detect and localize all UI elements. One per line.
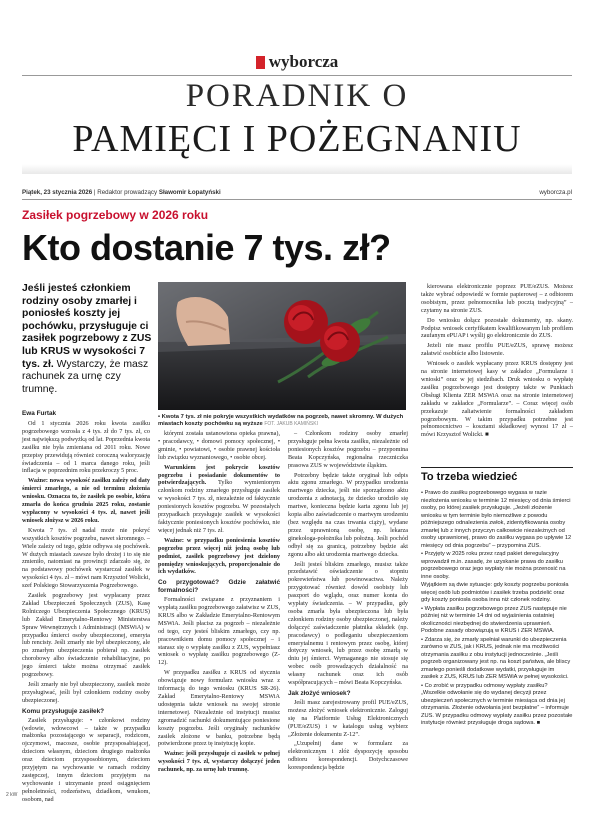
paragraph: Jeśli masz zarejestrowany profil PUE/eZUS, możesz złożyć wniosek elektronicznie. Zaloguj się na Platformie Usług Elektronicznych (PUE/eZUS) i w katalogu usług wybierz „Złożenie dokumentu Z-12”. xyxy=(288,698,408,738)
paragraph: Zasiłek przysługuje: • członkowi rodziny (wdowie, wdowcowi – także w przypadku małżonka pozostającego w separacji, rodzicom, ojczymowi, macosze, osobie przysposabiającej, dzieciom własnym, dzieciom drugiego małżonka oraz dzieciom przysposobionym, dzieciom przyjętym na wychowanie w ramach rodziny zastępczej, innym dzieciom przyjętym na wychowanie i utrzymanie przed osiągnięciem pełnoletności, rodzeństwu, dziadkom, wnukom, osobom, nad xyxy=(22,716,150,803)
paragraph: Potrzebny będzie także oryginał lub odpis aktu zgonu zmarłego. W przypadku urodzenia martwego dziecka, jeśli nie sporządzono aktu urodzenia z adnotacją, że dziecko urodziło się martwe, konieczna będzie karta zgonu lub jej kopia albo zaświadczenie o martwym urodzeniu (bez względu na czas trwania ciąży), wydane przez uprawnioną osobę, np. lekarza ginekologa-położnika lub położną. Jeśli pochód odbył się za granicą, potrzebny będzie akt zgonu albo akt urodzenia martwego dziecka. xyxy=(288,471,408,558)
paragraph: Kwota 7 tys. zł nadal może nie pokryć wszystkich kosztów pogrzebu, nawet skromnego. – Wiele zależy od tego, gdzie odbywa się pochówek. W dużych miastach zawsze było drożej i to się nie zmieniło, natomiast na prowincji zdarzało się, że na podstawowy pochówek wystarczał zasiłek w wysokości 4 tys. zł – mówi nam Krzysztof Wolicki, szef Polskiego Stowarzyszenia Pogrzebowego. xyxy=(22,526,150,590)
paragraph: – Członkom rodziny osoby zmarłej przysługuje pełna kwota zasiłku, niezależnie od poniesionych kosztów pogrzebu – przypomina Beata Kopczyńska, regionalna rzeczniczka prasowa ZUS w województwie śląskim. xyxy=(288,430,408,469)
subheading: Jak złożyć wniosek? xyxy=(288,690,351,697)
top-divider xyxy=(22,75,572,76)
paragraph-bold: Warunkiem jest pokrycie kosztów pogrzebu i posiadanie dokumentów to potwierdzających. xyxy=(158,463,280,487)
sidebar-divider xyxy=(421,467,573,468)
paragraph: Jeżeli nie masz profilu PUE/eZUS, sprawę możesz załatwić osobiście albo listownie. xyxy=(421,342,573,358)
paragraph: W przypadku zasiłku z KRUS od stycznia obowiązuje nowy formularz wniosku wraz z informacją do tego wniosku (KRUS SR-26). Zakład Emerytalno-Rentowy MSWiA udostępnia także wniosek na swojej stronie internetowej. Niezależnie od instytucji musisz zgromadzić rachunki dokumentujące poniesione koszty pogrzebu. Jeśli oryginały rachunków zasiłek złożone w banku, potrzebne będą potwierdzone przez tę instytucję kopie. xyxy=(158,669,280,748)
paragraph-bold: Ważne: w przypadku poniesienia kosztów pogrzebu przez więcej niż jedną osobę lub podmiot, zasiłek pogrzebowy jest dzielony pomiędzy wnioskujących, proporcjonalnie do ich wydatków. xyxy=(158,536,280,576)
section-title-line2: PAMIĘCI I POŻEGNANIU xyxy=(72,118,522,160)
page-number: 2 kW xyxy=(6,792,18,798)
paragraph: Zasiłek pogrzebowy jest wypłacany przez Zakład Ubezpieczeń Społecznych (ZUS), Kasę Rolniczego Ubezpieczenia Społecznego (KRUS) lub Zakład Emerytalno-Rentowy Ministerstwa Spraw Wewnętrznych i Administracji (MSWiA) w przypadku śmierci osoby ubezpieczonej, emeryta lub rencisty. Jeśli zmarły nie był ubezpieczony, ale po zmarłym ubezpieczenia pobierał np. zasiłek chorobowy albo świadczenie rehabilitacyjne, po jego śmierci także można otrzymać zasiłek pogrzebowy. xyxy=(22,592,150,679)
lead-bold: Jeśli jesteś członkiem rodziny osoby zmarłej i poniosłeś koszty jej pochówku, przysługuje ci zasiłek pogrzebowy z ZUS lub KRUS w wysokości 7 tys. zł. xyxy=(22,283,152,370)
article-lead xyxy=(22,283,152,396)
paragraph-rest: Tylko wymienionym członkom rodziny zmarłego przysługuje zasiłek w wysokości 7 tys. zł, niezależnie od faktycznie poniesionych kosztów pogrzebu. W pozostałych przypadkach przysługuje zasiłek w wysokości faktycznie poniesionych kosztów pochówku, nie więcej jednak niż 7 tys. zł. xyxy=(158,479,280,534)
author-byline: Ewa Furtak xyxy=(22,410,57,417)
paragraph xyxy=(158,464,280,535)
sidebar-item: • Wypłata zasiłku pogrzebowego przez ZUS następuje nie później niż w terminie 14 dni od wyjaśnienia ostatniej okoliczności niezbędnej do stwierdzenia uprawnień. Podobne zasady obowiązują w KRUS i ZER MSWiA. xyxy=(421,605,567,634)
subheading: Komu przysługuje zasiłek? xyxy=(22,707,105,715)
article-kicker: Zasiłek pogrzebowy w 2026 roku xyxy=(22,208,209,222)
brand-name: wyborcza xyxy=(268,52,339,71)
paragraph: Formalności związane z przyznaniem i wypłatą zasiłku pogrzebowego załatwisz w ZUS, KRUS albo w Zakładzie Emerytalno-Rentowym MSWiA. Jeśli płacisz za pogrzeb – niezależnie od tego, czy jesteś bliskim zmarłego, czy np. pracownikiem domu pomocy społecznej – i starasz się o wypłatę zasiłku z ZUS, wypełniasz wniosek o wypłatę zasiłku pogrzebowego (Z-12). xyxy=(158,596,280,667)
meta-separator: | xyxy=(93,189,96,196)
section-title-line1: PORADNIK O xyxy=(185,78,409,114)
paragraph: Od 1 stycznia 2026 roku kwota zasiłku pogrzebowego wzrosła z 4 tys. zł do 7 tys. zł, co jest największą podwyżką od lat. Poprzednia kwota zasiłku nie była zmieniana od 2011 roku. Nowe przepisy przewidują również coroczną waloryzację świadczenia – od 1 marca danego roku, jeśli inflacja w poprzednim roku przekroczy 5 proc. xyxy=(22,420,150,475)
paragraph: „Uzupełnij dane w formularz za elektronicznym i złóż dyspozycję sposobu odbioru korespondencji. Dotychczasowe korespondencja będzie xyxy=(288,740,408,772)
paragraph-bold: Ważne: jeśli przysługuje ci zasiłek w pełnej wysokości 7 tys. zł, wystarczy dołączyć jeden rachunek, np. za urnę lub trumnę. xyxy=(158,750,280,774)
lead-tail: Wystarczy, że masz rachunek za urnę czy trumnę. xyxy=(22,358,149,395)
paragraph: kierowana elektronicznie poprzez PUE/eZUS. Możesz także wybrać odpowiedź w formie papierowej – z odbiorem osobistym, przez pełnomocnika lub pocztą tradycyjną” – czytamy na stronie ZUS. xyxy=(421,283,573,314)
sidebar-item: • Przyjęty w 2025 roku przez rząd pakiet deregulacyjny wprowadził m.in. zasadę, że uzyskanie prawa do zasiłku pogrzebowego oraz jego wypłaty nie można przenosić na inne osoby. xyxy=(421,551,566,580)
paragraph: Jeśli jesteś bliskim zmarłego, musisz także przedstawić oświadczenie o stopniu pokrewieństwa lub powinowactwa. Należy przygotować również dowód osobisty lub paszport do wglądu, oraz numer konta do wypłaty świadczenia. – W przypadku, gdy osoba zmarła była ubezpieczona lub była członkiem rodziny osoby ubezpieczonej, należy dołączyć zaświadczenie płatnika składek (np. pracodawcy) o podleganiu ubezpieczeniom emerytalnemu i rentowym przez osobę, której dotyczy wniosek, lub przez osobę zmarłą w dniu jej śmierci. Wymaganego nie stosuje się wobec osób prowadzących działalność na własny rachunek oraz ich osób współpracujących – mówi Beata Kopczyńska. xyxy=(288,560,408,687)
roses-on-coffin-image xyxy=(158,282,406,410)
sidebar-item: • Prawo do zasiłku pogrzebowego wygasa w razie niezłożenia wniosku w terminie 12 miesięcy od dnia śmierci osoby, po której zasiłek przysługuje. „Jeżeli złożenie wniosku w tym terminie było niemożliwe z powodu późniejszego odnalezienia zwłok, zidentyfikowania osoby zmarłej lub z innych przyczyn całkowicie niezależnych od osoby uprawnionej, prawo do zasiłku wygasa po upływie 12 miesięcy od dnia pogrzebu” – przypomina ZUS. xyxy=(421,490,572,549)
brand-logo[interactable] xyxy=(256,52,339,72)
sidebar-item: • Co zrobić w przypadku odmowy wypłaty zasiłku? „Wszelkie odwołanie się do wydanej decyzji przez ubezpieczeń społecznych w terminie miesiąca od dnia jej otrzymania. Złożenie odwołania jest bezpłatne” – informuje ZUS. W przypadku odmowy wypłaty zasiłku przez pozostałe instytucje również przysługuje droga sądowa. ■ xyxy=(421,682,573,726)
sidebar-item: • Zdarza się, że zmarły spełniał warunki do ubezpieczenia zarówno w ZUS, jak i KRUS, jednak nie ma możliwości otrzymania zasiłku z obu instytucji jednocześnie. „Jeśli pogrzeb organizowany jest np. na koszt państwa, ale bliscy zmarłego ponieśli dodatkowe wydatki, przysługuje im zasiłek z ZUS, KRUS lub ZER MSWiA w pełnej wysokości. xyxy=(421,636,571,680)
article-photo xyxy=(158,282,406,410)
sidebar-body xyxy=(421,490,573,802)
issue-date: Piątek, 23 stycznia 2026 xyxy=(22,189,93,196)
article-column-3 xyxy=(288,430,408,792)
subheading: Co przygotować? Gdzie załatwić formalności? xyxy=(158,579,280,595)
site-link[interactable]: wyborcza.pl xyxy=(539,189,572,196)
sidebar-heading: To trzeba wiedzieć xyxy=(421,471,518,483)
paragraph xyxy=(158,537,280,577)
article-column-4 xyxy=(421,283,573,463)
masthead xyxy=(0,52,594,74)
paragraph: Wniosek o zasiłek wypłacany przez KRUS dostępny jest na stronie internetowej kasy w zakładce „Formularze i wnioski” oraz w jej siedzibach. Druk wniosku o wypłatę zasiłku pogrzebowego jest dostępny także w Punktach Obsługi Klienta ZER MSWiA oraz na stronie internetowej zakładu w zakładce „Formularze”. – Coraz więcej osób przekazuje zaliatwienie formalności zakładom pogrzebowym. W takim przypadku potrzebne jest pełnomocnictwo – kosztami składkowej wynosi 17 zł – mówi Krzysztof Wolicki. ■ xyxy=(421,360,573,439)
photo-credit: FOT. JAKUB KAMIŃSKI xyxy=(264,421,318,427)
editor-label: Redaktor prowadzący xyxy=(97,189,158,196)
title-shade xyxy=(22,164,572,174)
article-headline: Kto dostanie 7 tys. zł? xyxy=(22,227,391,268)
editor-name: Sławomir Łopatyński xyxy=(158,189,221,196)
caption-text: • Kwota 7 tys. zł nie pokryje wszystkich wydatków na pogrzeb, nawet skromny. W dużych miastach koszty pochówku są wyższe xyxy=(158,414,404,427)
paragraph: którymi została ustanowiona opieka prawna), • pracodawcy, • domowi pomocy społecznej, • gminie, • powiatowi, • osobie prawnej kościoła lub związku wyznaniowego, • osobie obcej. xyxy=(158,430,280,461)
article-column-1 xyxy=(22,420,150,803)
meta-line xyxy=(22,189,221,196)
sidebar-item: Wyjątkiem są dwie sytuacje: gdy koszty pogrzebu poniosła więcej osób lub podmiotów i zasiłek trzeba podzielić oraz gdy koszty poniosła osoba inna niż członek rodziny. xyxy=(421,582,569,603)
paragraph xyxy=(22,477,150,524)
photo-caption xyxy=(158,414,406,428)
article-column-2 xyxy=(158,430,280,792)
brand-logo-mark xyxy=(256,56,265,69)
paragraph xyxy=(158,750,280,774)
paragraph-bold: Ważne: nowa wysokość zasiłku zależy od daty śmierci zmarłego, a nie od terminu złożenia wniosku. Oznacza to, że zasiłek po osobie, która zmarła do końca grudnia 2025 roku, zostanie wypłacony w wysokości 4 tys. zł, nawet jeśli wniosek złożysz w 2026 roku. xyxy=(22,477,150,524)
meta-divider xyxy=(22,199,572,200)
paragraph: Jeśli zmarły nie był ubezpieczony, zasiłek może przysługiwać, jeśli był członkiem rodziny osoby ubezpieczonej. xyxy=(22,681,150,704)
paragraph: Do wniosku dołącz pozostałe dokumenty, np. skany. Podpisz wniosek certyfikatem kwalifikowanym lub profilem zaufanym ePUAP i wyślij go elektronicznie do ZUS. xyxy=(421,316,573,340)
